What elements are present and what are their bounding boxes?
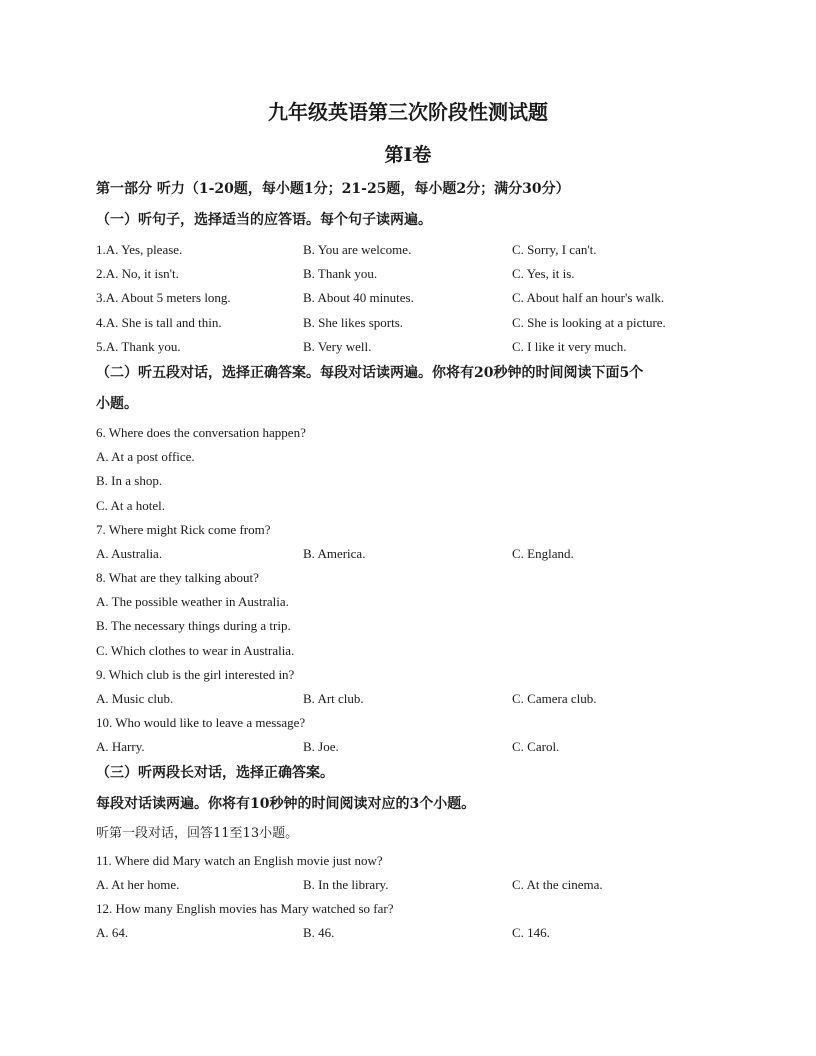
q2-option-b: B. Thank you.: [303, 266, 378, 281]
q8-option-a: A. The possible weather in Australia.: [96, 594, 289, 609]
q12-question: 12. How many English movies has Mary watched so far?: [96, 901, 394, 916]
q5-option-a: 5.A. Thank you.: [96, 339, 181, 354]
q8-option-c: C. Which clothes to wear in Australia.: [96, 643, 295, 658]
q4-option-a: 4.A. She is tall and thin.: [96, 315, 222, 330]
q6-question: 6. Where does the conversation happen?: [96, 425, 306, 440]
q5-option-c: C. I like it very much.: [512, 339, 627, 354]
q11-option-a: A. At her home.: [96, 877, 180, 892]
q3-option-b: B. About 40 minutes.: [303, 290, 414, 305]
q1-option-a: 1.A. Yes, please.: [96, 242, 183, 257]
q12-option-c: C. 146.: [512, 925, 550, 940]
q7-option-a: A. Australia.: [96, 546, 163, 561]
q3-option-a: 3.A. About 5 meters long.: [96, 290, 231, 305]
q6-option-b: B. In a shop.: [96, 473, 163, 488]
q2-option-c: C. Yes, it is.: [512, 266, 575, 281]
q10-question: 10. Who would like to leave a message?: [96, 715, 306, 730]
q9-option-a: A. Music club.: [96, 691, 174, 706]
q10-option-c: C. Carol.: [512, 739, 560, 754]
section-three-heading-line1: （三）听两段长对话，选择正确答案。: [96, 765, 334, 781]
exam-title: 九年级英语第三次阶段性测试题: [268, 100, 548, 124]
q5-option-b: B. Very well.: [303, 339, 372, 354]
q12-option-b: B. 46.: [303, 925, 335, 940]
volume-title: 第I卷: [384, 144, 432, 166]
q11-option-b: B. In the library.: [303, 877, 389, 892]
q10-option-a: A. Harry.: [96, 739, 145, 754]
q8-option-b: B. The necessary things during a trip.: [96, 618, 291, 633]
section-two-heading-line1: （二）听五段对话，选择正确答案。每段对话读两遍。你将有20秒钟的时间阅读下面5个: [96, 365, 644, 381]
q6-option-c: C. At a hotel.: [96, 498, 165, 513]
part-one-heading: 第一部分 听力（1-20题，每小题1分；21-25题，每小题2分；满分30分）: [96, 181, 570, 197]
q7-option-b: B. America.: [303, 546, 366, 561]
section-two-heading-line2: 小题。: [96, 396, 138, 412]
section-one-heading: （一）听句子，选择适当的应答语。每个句子读两遍。: [96, 212, 432, 228]
q1-option-c: C. Sorry, I can't.: [512, 242, 597, 257]
q9-option-b: B. Art club.: [303, 691, 364, 706]
q11-option-c: C. At the cinema.: [512, 877, 603, 892]
q10-option-b: B. Joe.: [303, 739, 339, 754]
q11-question: 11. Where did Mary watch an English movie just now?: [96, 853, 383, 868]
q4-option-c: C. She is looking at a picture.: [512, 315, 666, 330]
q7-option-c: C. England.: [512, 546, 574, 561]
q7-question: 7. Where might Rick come from?: [96, 522, 271, 537]
q9-option-c: C. Camera club.: [512, 691, 597, 706]
q9-question: 9. Which club is the girl interested in?: [96, 667, 295, 682]
q6-option-a: A. At a post office.: [96, 449, 195, 464]
q1-option-b: B. You are welcome.: [303, 242, 412, 257]
section-three-heading-line2: 每段对话读两遍。你将有10秒钟的时间阅读对应的3个小题。: [96, 796, 476, 812]
section-three-intro: 听第一段对话，回答11至13小题。: [96, 826, 299, 841]
q3-option-c: C. About half an hour's walk.: [512, 290, 665, 305]
q12-option-a: A. 64.: [96, 925, 129, 940]
q8-question: 8. What are they talking about?: [96, 570, 259, 585]
q2-option-a: 2.A. No, it isn't.: [96, 266, 179, 281]
q4-option-b: B. She likes sports.: [303, 315, 404, 330]
